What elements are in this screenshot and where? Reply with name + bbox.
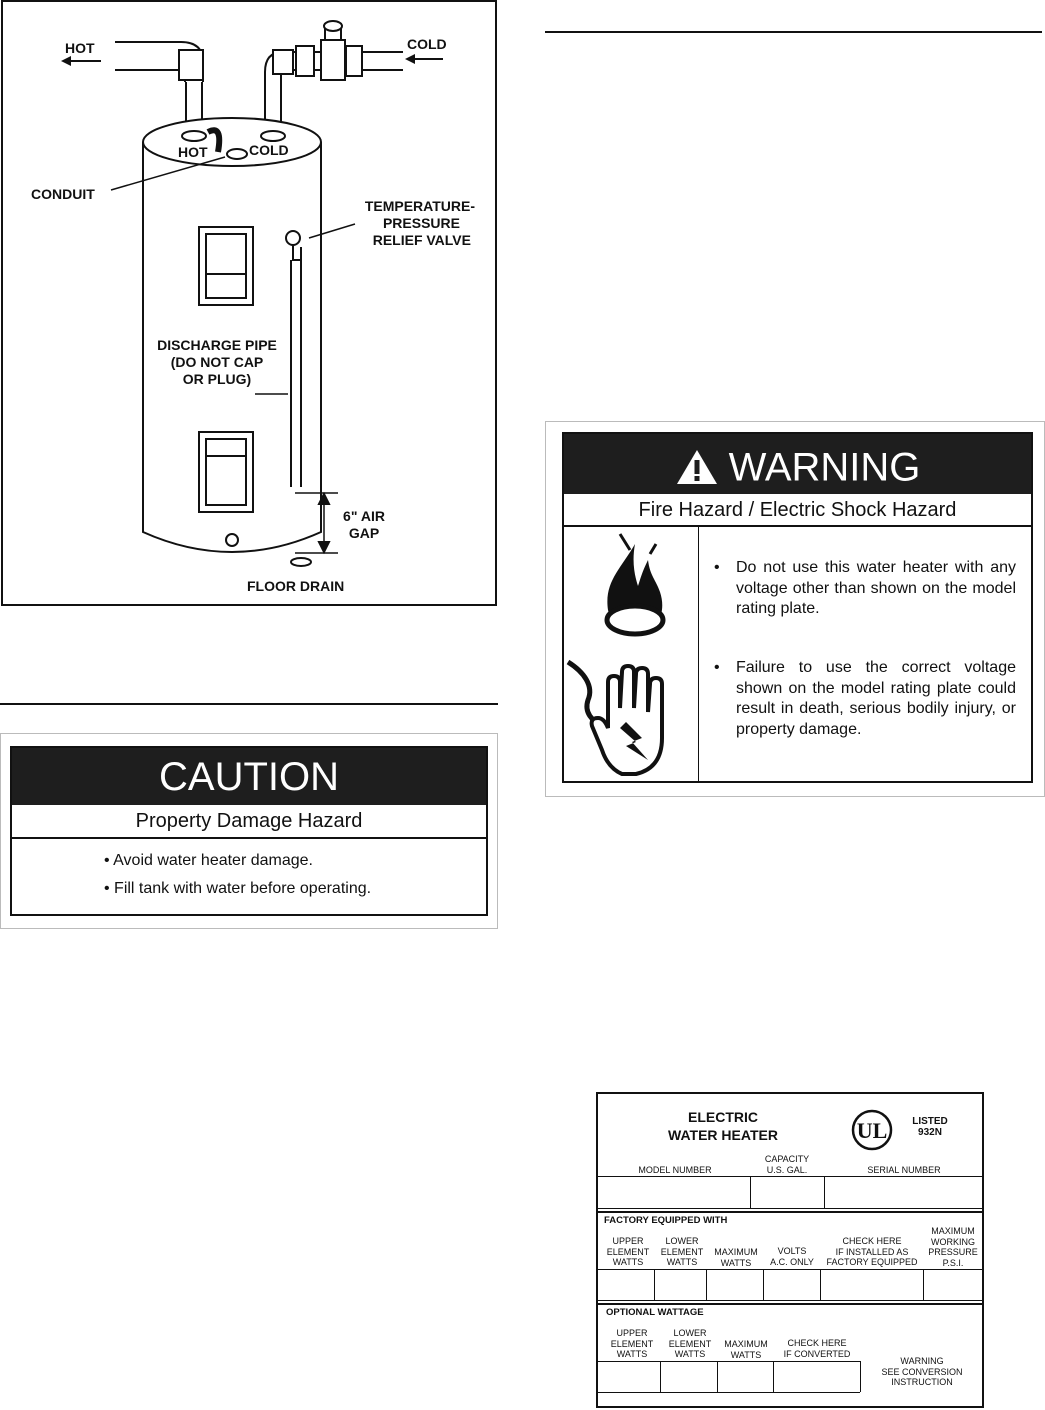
plate-line bbox=[773, 1361, 774, 1392]
o-warning-line-2: SEE CONVERSION bbox=[881, 1366, 963, 1377]
o-max-line-2: WATTS bbox=[730, 1349, 762, 1360]
label-floor-drain: FLOOR DRAIN bbox=[247, 578, 345, 594]
o-upper-line-2: ELEMENT bbox=[610, 1338, 654, 1349]
f-volts-line-2: A.C. ONLY bbox=[770, 1256, 814, 1267]
plate-serial-number-label: SERIAL NUMBER bbox=[867, 1165, 941, 1175]
plate-line bbox=[717, 1361, 718, 1392]
o-lower-line-1: LOWER bbox=[673, 1328, 707, 1338]
plate-o-max bbox=[718, 1339, 774, 1360]
ul-mark-text: UL bbox=[856, 1118, 888, 1143]
label-cold-inlet: COLD bbox=[407, 36, 447, 52]
electric-shock-icon bbox=[564, 656, 674, 780]
plate-line bbox=[820, 1269, 821, 1300]
plate-title-line-2: WATER HEATER bbox=[668, 1127, 778, 1143]
caution-label bbox=[10, 746, 488, 916]
label-discharge-pipe bbox=[143, 337, 291, 388]
caution-item: • Avoid water heater damage. bbox=[104, 852, 313, 869]
plate-f-check bbox=[820, 1236, 924, 1268]
o-upper-line-1: UPPER bbox=[616, 1328, 648, 1338]
o-lower-line-3: WATTS bbox=[674, 1349, 706, 1359]
plate-o-upper bbox=[604, 1328, 660, 1360]
section-rule-right bbox=[545, 31, 1042, 33]
discharge-line-2: (DO NOT CAP bbox=[170, 354, 264, 370]
plate-f-upper bbox=[600, 1236, 656, 1268]
o-warning-line-3: INSTRUCTION bbox=[891, 1377, 953, 1387]
plate-line bbox=[706, 1269, 707, 1300]
plate-line bbox=[923, 1269, 924, 1300]
plate-line bbox=[763, 1269, 764, 1300]
f-upper-line-2: ELEMENT bbox=[606, 1246, 650, 1257]
f-max-line-1: MAXIMUM bbox=[714, 1247, 758, 1257]
caution-subheading: Property Damage Hazard bbox=[12, 805, 486, 839]
bullet: • bbox=[714, 659, 720, 676]
plate-line bbox=[598, 1211, 982, 1213]
plate-f-lower bbox=[656, 1236, 708, 1268]
plate-o-check bbox=[774, 1338, 860, 1359]
plate-factory-equipped: FACTORY EQUIPPED WITH bbox=[604, 1215, 728, 1226]
f-check-line-2: IF INSTALLED AS bbox=[835, 1246, 909, 1257]
o-max-line-1: MAXIMUM bbox=[724, 1339, 768, 1349]
f-check-line-1: CHECK HERE bbox=[842, 1236, 902, 1246]
water-heater-diagram bbox=[1, 0, 497, 606]
air-gap-line-1: 6" AIR bbox=[343, 508, 385, 524]
plate-o-lower bbox=[662, 1328, 718, 1360]
plate-line bbox=[598, 1300, 982, 1301]
plate-model-number-label: MODEL NUMBER bbox=[638, 1165, 712, 1175]
tp-valve-line-3: RELIEF VALVE bbox=[372, 232, 471, 248]
plate-f-pressure bbox=[924, 1226, 982, 1268]
warning-label bbox=[562, 432, 1033, 783]
plate-optional-wattage: OPTIONAL WATTAGE bbox=[606, 1307, 704, 1318]
o-check-line-1: CHECK HERE bbox=[787, 1338, 847, 1348]
f-lower-line-1: LOWER bbox=[665, 1236, 699, 1246]
plate-line bbox=[750, 1176, 751, 1208]
plate-line bbox=[598, 1361, 860, 1362]
discharge-line-3: OR PLUG) bbox=[182, 371, 252, 387]
plate-line bbox=[654, 1269, 655, 1300]
plate-capacity-label bbox=[750, 1154, 824, 1175]
warning-divider bbox=[698, 527, 699, 783]
f-volts-line-1: VOLTS bbox=[777, 1246, 807, 1256]
plate-line bbox=[598, 1176, 982, 1177]
plate-line bbox=[824, 1176, 825, 1208]
plate-line bbox=[598, 1208, 982, 1209]
o-warning-line-1: WARNING bbox=[900, 1356, 944, 1366]
tp-valve-line-1: TEMPERATURE- bbox=[364, 198, 475, 214]
model-rating-plate bbox=[596, 1092, 984, 1408]
f-lower-line-3: WATTS bbox=[666, 1257, 698, 1267]
caution-item: • Fill tank with water before operating. bbox=[104, 880, 372, 897]
label-conduit: CONDUIT bbox=[31, 186, 95, 202]
listed-line-2: 932N bbox=[918, 1127, 942, 1138]
caution-heading: CAUTION bbox=[12, 748, 486, 805]
tp-valve-line-2: PRESSURE bbox=[382, 215, 460, 231]
warning-item-text: Do not use this water heater with any voltage other than shown on the model rating plate. bbox=[736, 559, 1016, 617]
plate-line bbox=[860, 1361, 861, 1392]
f-upper-line-1: UPPER bbox=[612, 1236, 644, 1246]
plate-line bbox=[598, 1392, 860, 1393]
warning-item bbox=[714, 658, 1016, 740]
o-check-line-2: IF CONVERTED bbox=[783, 1348, 851, 1359]
plate-line bbox=[598, 1269, 982, 1270]
f-pressure-line-1: MAXIMUM bbox=[931, 1226, 975, 1236]
label-hot-top: HOT bbox=[178, 144, 208, 160]
fire-hazard-icon bbox=[590, 530, 680, 648]
section-rule-left bbox=[0, 703, 498, 705]
f-check-line-3: FACTORY EQUIPPED bbox=[826, 1257, 918, 1267]
label-cold-top: COLD bbox=[249, 142, 289, 158]
warning-item-text: Failure to use the correct voltage shown on the model rating plate could result in death, serious bodily injury, or property damage. bbox=[736, 659, 1016, 738]
capacity-line-2: U.S. GAL. bbox=[766, 1164, 808, 1175]
plate-line bbox=[660, 1361, 661, 1392]
warning-heading bbox=[564, 434, 1031, 494]
f-pressure-line-2: WORKING bbox=[931, 1236, 975, 1247]
plate-title-line-1: ELECTRIC bbox=[688, 1109, 758, 1125]
f-max-line-2: WATTS bbox=[720, 1257, 752, 1268]
plate-f-volts bbox=[764, 1246, 820, 1267]
ul-listed-logo bbox=[850, 1108, 894, 1152]
warning-heading-text: WARNING bbox=[728, 445, 921, 490]
f-upper-line-3: WATTS bbox=[612, 1257, 644, 1267]
f-pressure-line-3: PRESSURE bbox=[928, 1247, 978, 1257]
plate-f-max bbox=[708, 1247, 764, 1268]
plate-listed bbox=[902, 1116, 958, 1138]
plate-line bbox=[598, 1303, 982, 1305]
label-air-gap bbox=[335, 508, 393, 542]
plate-o-warning bbox=[868, 1356, 976, 1388]
o-upper-line-3: WATTS bbox=[616, 1349, 648, 1359]
warning-subheading: Fire Hazard / Electric Shock Hazard bbox=[564, 494, 1031, 527]
f-pressure-line-4: P.S.I. bbox=[942, 1257, 964, 1268]
capacity-line-1: CAPACITY bbox=[764, 1154, 810, 1164]
warning-item bbox=[714, 558, 1016, 620]
discharge-line-1: DISCHARGE PIPE bbox=[157, 337, 277, 353]
bullet: • bbox=[714, 559, 720, 576]
air-gap-line-2: GAP bbox=[348, 525, 380, 541]
o-lower-line-2: ELEMENT bbox=[668, 1338, 712, 1349]
plate-title bbox=[638, 1108, 808, 1144]
f-lower-line-2: ELEMENT bbox=[660, 1246, 704, 1257]
label-tp-valve bbox=[339, 198, 475, 249]
warning-triangle-icon bbox=[675, 448, 719, 486]
label-hot-outlet: HOT bbox=[65, 40, 95, 56]
listed-line-1: LISTED bbox=[912, 1116, 948, 1127]
water-heater-illustration bbox=[3, 2, 495, 604]
